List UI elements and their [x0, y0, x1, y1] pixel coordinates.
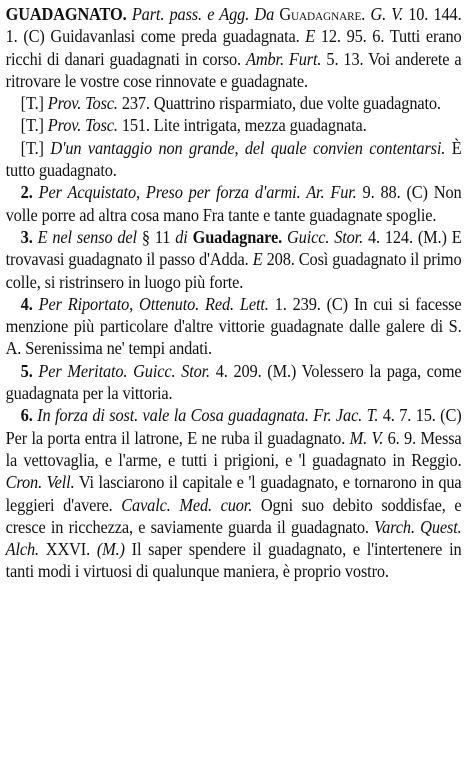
- sense-6: [6, 293, 462, 360]
- s0-run: 12. 95. 6. Tutti erano ricchi di danari guadagnati in corso.: [5, 26, 462, 69]
- s5-run: E: [252, 249, 263, 270]
- s8-run: Ogni suo debito soddisfae, e cresce in ricchezza, e saviamente guarda il guadagnato.: [5, 494, 462, 537]
- s7-run: 4. 209. (M.) Volessero la paga, come guadagnata per la vittoria.: [5, 360, 462, 404]
- s8-run: M. V.: [349, 427, 384, 448]
- s7-run: 5.: [20, 360, 39, 381]
- s8-run: Varch. Quest. Alch.: [5, 516, 462, 560]
- derivation-source: Guadagnare.: [279, 4, 366, 24]
- s6-run: 4.: [20, 293, 39, 314]
- headword: GUADAGNATO.: [5, 4, 127, 24]
- s5-run: Guicc. Stor.: [286, 226, 364, 247]
- s3-run: D'un vantaggio non grande, del quale convien contentarsi.: [50, 137, 446, 158]
- s3-run: È tutto guadagnato.: [5, 137, 462, 181]
- s8-run: XXVI.: [38, 539, 97, 560]
- s3-run: [T.]: [20, 137, 51, 158]
- s8-run: 4. 7. 15. (C) Per la porta entra il latrone, E ne ruba il guadagnato.: [5, 405, 462, 448]
- s7-run: Per Meritato. Guicc. Stor.: [38, 360, 210, 381]
- s2-run: Prov. Tosc.: [47, 115, 118, 136]
- s5-run: di: [175, 226, 188, 247]
- sense-5: [6, 226, 462, 293]
- s6-run: 1. 239. (C) In cui si facesse menzione più particolare d'altre vittorie guadagnate dalle galere di S. A. Serenissima ne' tempi andati.: [5, 293, 462, 359]
- entry-header: [6, 3, 462, 92]
- s4-run: 2.: [20, 182, 39, 203]
- sense-7: [6, 360, 462, 405]
- s0-run: 10. 144. 1. (C) Guidavanlasi come preda guadagnata.: [5, 4, 462, 47]
- s5-run: 3.: [20, 226, 38, 247]
- s8-run: (M.): [96, 539, 125, 560]
- s1-run: Prov. Tosc.: [47, 93, 118, 114]
- s8-run: Il saper spendere il guadagnato, e l'intertenere in tanti modi i virtuosi di qualunque maniera, è proprio vostro.: [5, 539, 462, 582]
- sense-2: [6, 114, 462, 136]
- part-of-speech: Part. pass. e Agg. Da: [131, 4, 275, 24]
- s8-run: Cron. Vell.: [5, 472, 75, 493]
- sense-8: [6, 404, 462, 582]
- s5-run: Guadagnare.: [187, 226, 287, 247]
- s8-run: In forza di sost. vale la Cosa guadagnata. Fr. Jac. T.: [37, 405, 379, 426]
- s2-run: [T.]: [20, 115, 48, 136]
- s6-run: Per Riportato, Ottenuto. Red. Lett.: [38, 293, 269, 314]
- s5-run: 4. 124. (M.) E trovavasi guadagnato il passo d'Adda.: [5, 226, 462, 270]
- s8-run: Vi lasciarono il capitale e 'l guadagnato, e tornarono in qua leggieri d'avere.: [5, 472, 462, 515]
- sense-1: [6, 92, 462, 114]
- s8-run: Cavalc. Med. cuor.: [121, 494, 253, 515]
- sense-3: [6, 137, 462, 182]
- s4-run: 9. 88. (C) Non volle porre ad altra cosa mano Fra tante e tante guadagnate spoglie.: [5, 182, 462, 225]
- s8-run: 6.: [20, 405, 38, 426]
- s5-run: § 11: [136, 226, 176, 247]
- s0-run: E: [305, 26, 316, 47]
- s1-run: [T.]: [20, 93, 48, 114]
- s5-run: E nel senso del: [37, 226, 137, 247]
- s4-run: Per Acquistato, Preso per forza d'armi. Ar. Fur.: [38, 182, 357, 203]
- s0-run: 5. 13. Voi anderete a ritrovare le vostre cose rinnovate e guadagnate.: [5, 48, 462, 91]
- sense-4: [6, 181, 462, 226]
- s5-run: 208. Così guadagnato il primo colle, si ristrinsero in luogo più forte.: [5, 249, 462, 292]
- s1-run: 237. Quattrino risparmiato, due volte guadagnato.: [117, 93, 441, 114]
- s0-run: G. V.: [370, 4, 403, 24]
- s8-run: 6. 9. Messa la vettovaglia, e l'arme, e tutti i prigioni, e 'l guadagnato in Reggio.: [5, 427, 462, 470]
- s0-run: Ambr. Furt.: [246, 48, 322, 69]
- s2-run: 151. Lite intrigata, mezza guadagnata.: [117, 115, 367, 136]
